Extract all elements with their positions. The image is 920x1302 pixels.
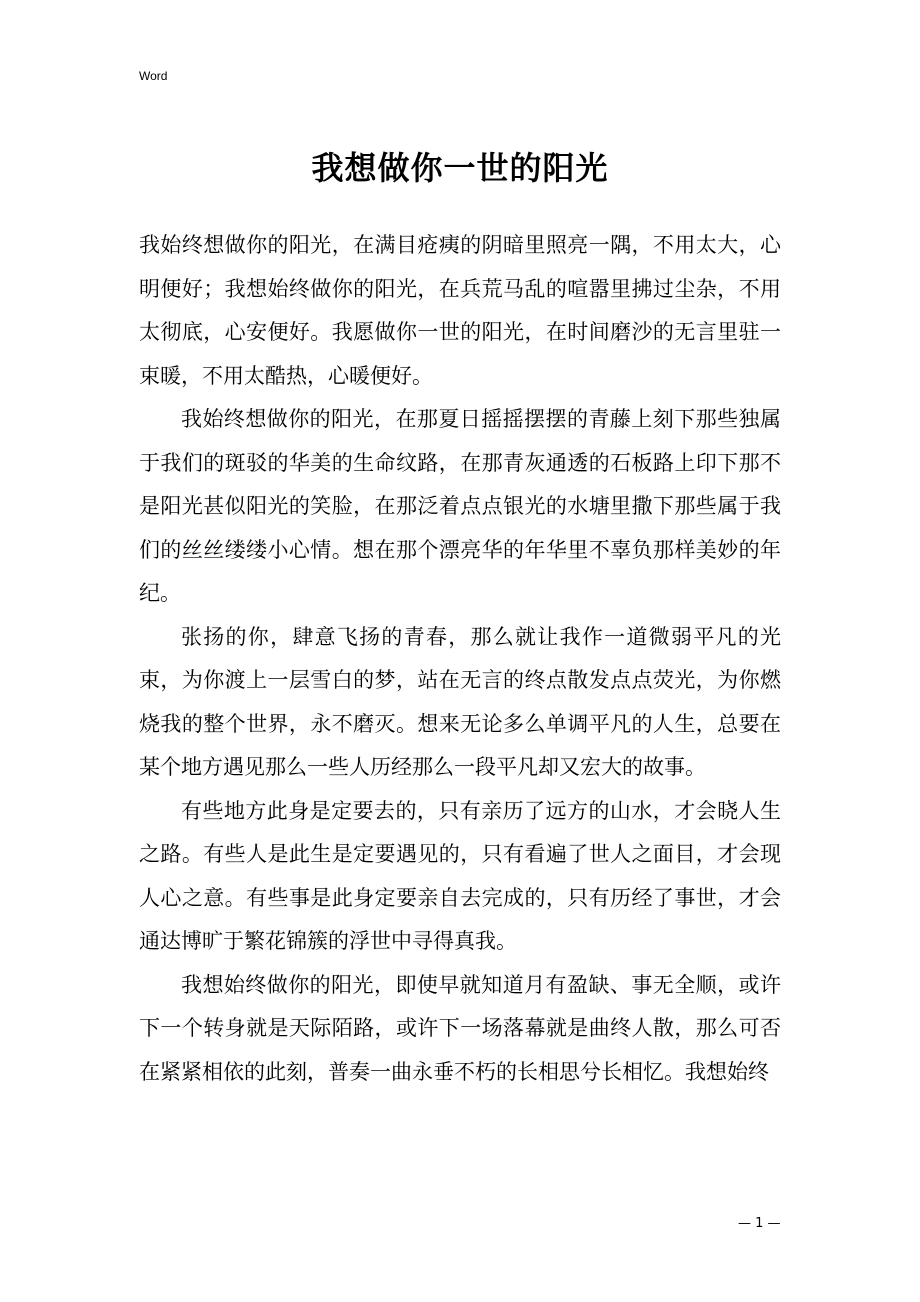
document-title: 我想做你一世的阳光 xyxy=(311,149,609,187)
paragraph: 我始终想做你的阳光，在那夏日摇摇摆摆的青藤上刻下那些独属于我们的斑驳的华美的生命纹路，在那青灰通透的石板路上印下那不是阳光甚似阳光的笑脸，在那泛着点点银光的水塘里撒下那些属于我们的丝丝缕缕小心情。想在那个漂亮华的年华里不辜负那样美妙的年纪。 xyxy=(139,407,781,605)
document-body xyxy=(139,224,781,1094)
page-number: — 1 — xyxy=(738,1216,781,1231)
paragraph: 有些地方此身是定要去的，只有亲历了远方的山水，才会晓人生之路。有些人是此生是定要遇见的，只有看遍了世人之面目，才会现人心之意。有些事是此身定要亲自去完成的，只有历经了事世，才会通达博旷于繁花锦簇的浮世中寻得真我。 xyxy=(139,798,781,953)
paragraph: 我始终想做你的阳光，在满目疮痍的阴暗里照亮一隅，不用太大，心明便好；我想始终做你的阳光，在兵荒马乱的喧嚣里拂过尘杂，不用太彻底，心安便好。我愿做你一世的阳光，在时间磨沙的无言里驻一束暖，不用太酷热，心暖便好。 xyxy=(139,233,781,388)
paragraph: 我想始终做你的阳光，即使早就知道月有盈缺、事无全顺，或许下一个转身就是天际陌路，或许下一场落幕就是曲终人散，那么可否在紧紧相依的此刻，普奏一曲永垂不朽的长相思兮长相忆。我想始终 xyxy=(139,972,781,1084)
paragraph: 张扬的你，肆意飞扬的青春，那么就让我作一道微弱平凡的光束，为你渡上一层雪白的梦，站在无言的终点散发点点荧光，为你燃烧我的整个世界，永不磨灭。想来无论多么单调平凡的人生，总要在某个地方遇见那么一些人历经那么一段平凡却又宏大的故事。 xyxy=(139,624,781,779)
header-label: Word xyxy=(139,69,168,83)
